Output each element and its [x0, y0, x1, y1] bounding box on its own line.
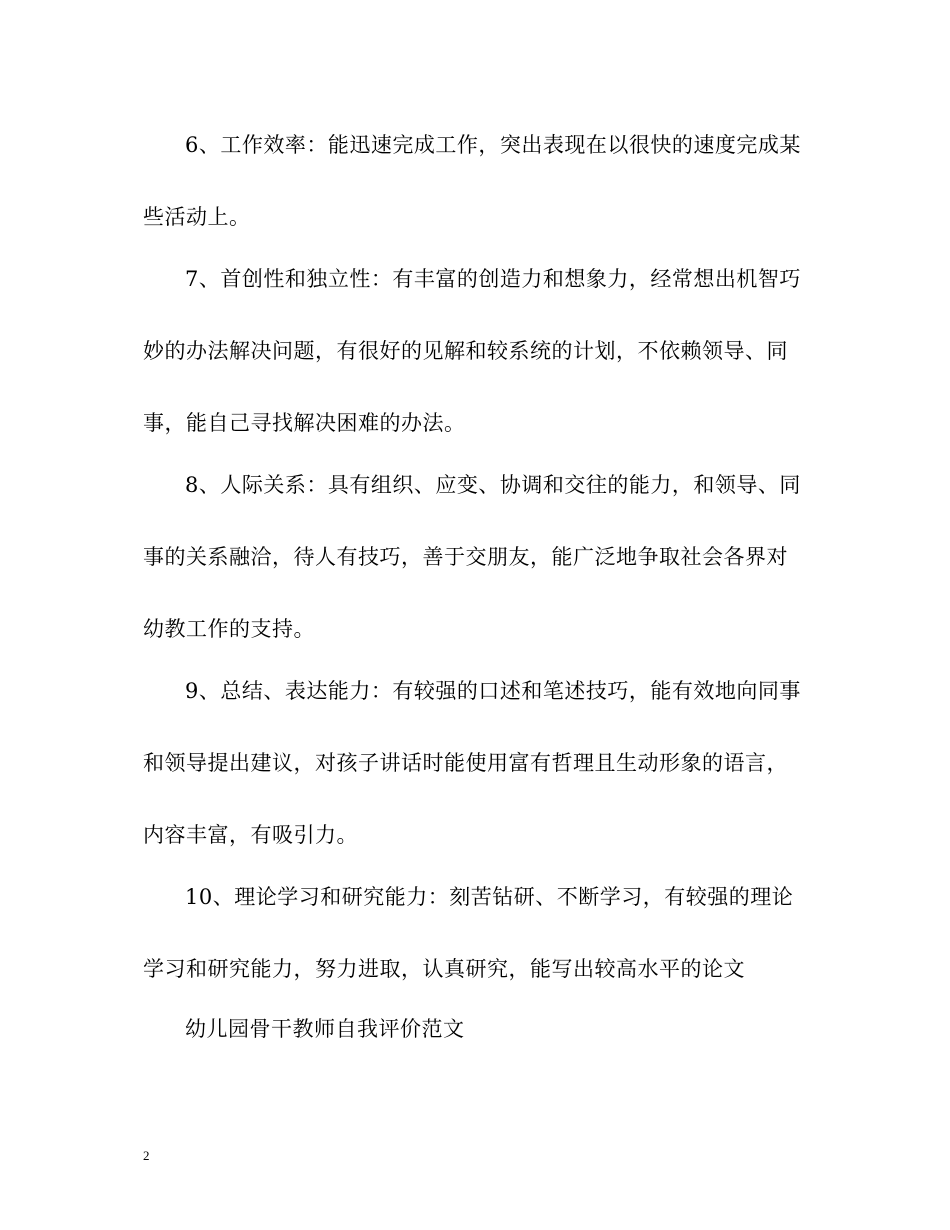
text-line: 和领导提出建议，对孩子讲话时能使用富有哲理且生动形象的语言， — [143, 751, 788, 775]
text-line: 妙的办法解决问题，有很好的见解和较系统的计划，不依赖领导、同 — [143, 339, 788, 363]
text-line: 事的关系融洽，待人有技巧，善于交朋友，能广泛地争取社会各界对 — [143, 545, 788, 569]
text-line: 事，能自己寻找解决困难的办法。 — [143, 411, 466, 435]
text-line: 学习和研究能力，努力进取，认真研究，能写出较高水平的论文 — [143, 957, 745, 981]
text-line: 幼教工作的支持。 — [143, 617, 315, 641]
text-line: 些活动上。 — [143, 205, 251, 229]
text-line: 6、工作效率：能迅速完成工作，突出表现在以很快的速度完成某 — [185, 133, 801, 157]
text-line: 内容丰富，有吸引力。 — [143, 823, 358, 847]
text-line: 9、总结、表达能力：有较强的口述和笔述技巧，能有效地向同事 — [185, 679, 801, 703]
section-heading: 幼儿园骨干教师自我评价范文 — [185, 1017, 465, 1041]
page-number: 2 — [143, 1148, 150, 1163]
text-line: 10、理论学习和研究能力：刻苦钻研、不断学习，有较强的理论 — [185, 885, 794, 909]
text-line: 7、首创性和独立性：有丰富的创造力和想象力，经常想出机智巧 — [185, 267, 801, 291]
text-line: 8、人际关系：具有组织、应变、协调和交往的能力，和领导、同 — [185, 473, 801, 497]
